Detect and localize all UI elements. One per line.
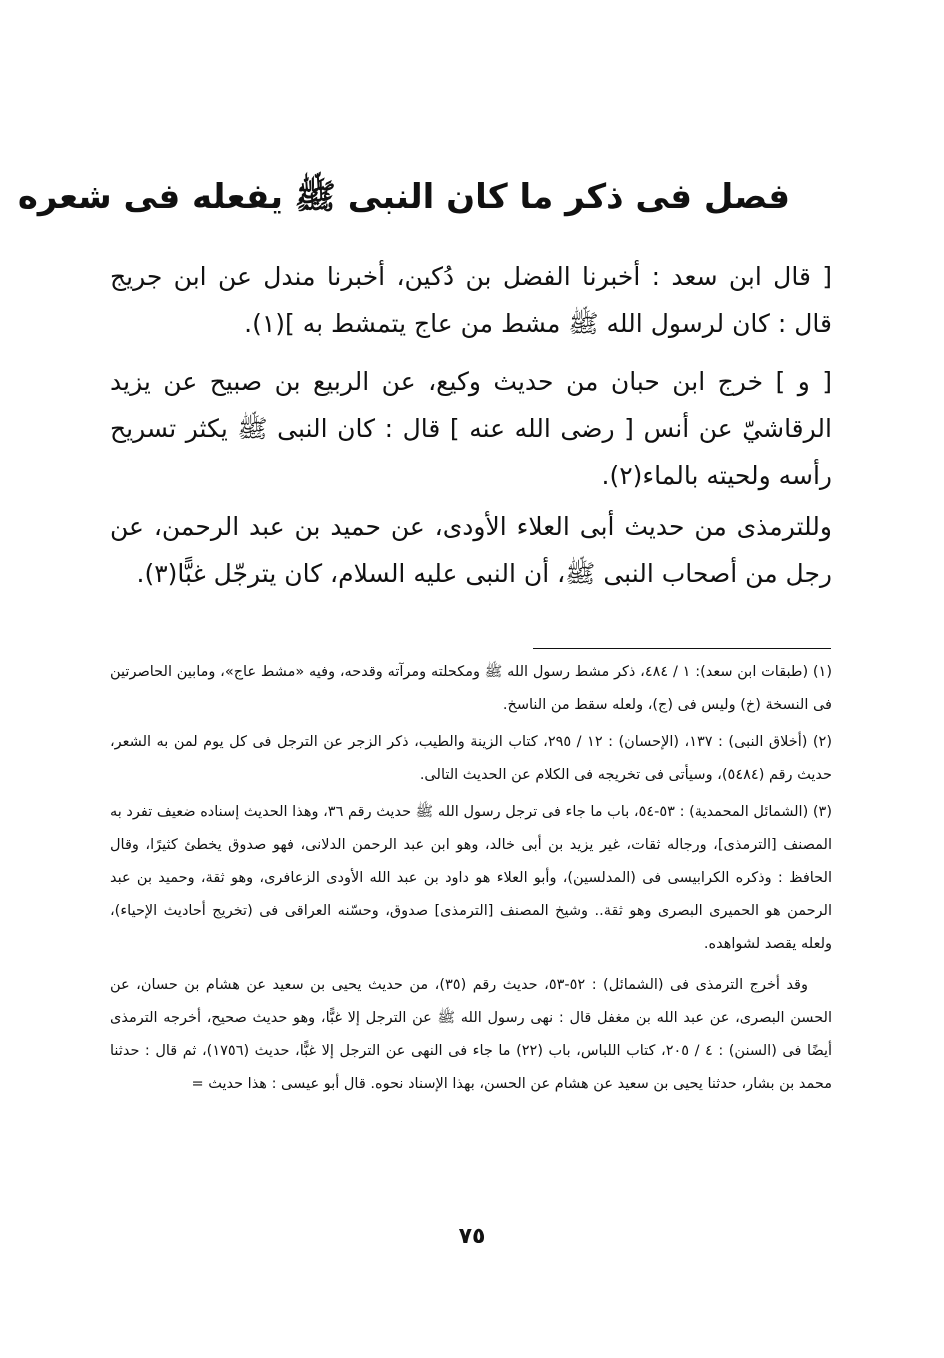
body-paragraph-1: [ قال ابن سعد : أخبرنا الفضل بن دُكين، أخبرنا مندل عن ابن جريج قال : كان لرسول الله ﷺ مشط من عاج يتمشط به ](١). bbox=[110, 262, 832, 338]
footnote-2: (٢) (أخلاق النبى) : ١٣٧، (الإحسان) : ١٢ / ٢٩٥، كتاب الزينة والطيب، ذكر الزجر عن الترجل فى كل يوم لمن به الشعر، حديث رقم (٥٤٨٤)، وسيأتى فى تخريجه فى الكلام عن الحديث التالى. bbox=[110, 734, 832, 783]
footnote-1: (١) (طبقات ابن سعد): ١ / ٤٨٤، ذكر مشط رسول الله ﷺ ومكحلته ومرآته وقدحه، وفيه «مشط عاج»، ومابين الحاصرتين فى النسخة (خ) وليس فى (ج)، ولعله سقط من الناسخ. bbox=[110, 664, 832, 713]
body-paragraph-3: وللترمذى من حديث أبى العلاء الأودى، عن حميد بن عبد الرحمن، عن رجل من أصحاب النبى ﷺ، أن النبى عليه السلام، كان يترجّل غبًّا(٣). bbox=[110, 512, 832, 588]
footnotes bbox=[110, 656, 832, 1105]
section-title: فصل فى ذكر ما كان النبى ﷺ يفعله فى شعره bbox=[17, 177, 790, 217]
body-paragraph-2: [ و ] خرج ابن حبان من حديث وكيع، عن الربيع بن صبيح عن يزيد الرقاشيّ عن أنس [ رضى الله عنه ] قال : كان النبى ﷺ يكثر تسريح رأسه ولحيته بالماء(٢). bbox=[110, 367, 832, 490]
footnote-3: (٣) (الشمائل المحمدية) : ٥٣-٥٤، باب ما جاء فى ترجل رسول الله ﷺ حديث رقم ٣٦، وهذا الحديث إسناده ضعيف تفرد به المصنف [الترمذى]، ورجاله ثقات، غير يزيد بن أبى خالد، وهو ابن عبد الرحمن الدلانى، فهو صدوق يخطئ كثيرًا، وقال الحافظ : وذكره الكرابيسى فى (المدلسين)، وأبو العلاء هو داود بن عبد الله الأودى الزعافرى، وهو ثقة، وحميد بن عبد الرحمن هو الحميرى البصرى وهو ثقة.. وشيخ المصنف [الترمذى] صدوق، وحسّنه العراقى فى (تخريج أحاديث الإحياء)، ولعله يقصد لشواهده. bbox=[110, 804, 832, 952]
page-number: ٧٥ bbox=[458, 1224, 486, 1249]
footnote-continuation: وقد أخرج الترمذى فى (الشمائل) : ٥٢-٥٣، حديث رقم (٣٥)، من حديث يحيى بن سعيد عن هشام بن حسان، عن الحسن البصرى، عن عبد الله بن مغفل قال : نهى رسول الله ﷺ عن الترجل إلا غبًّا، وهو حديث صحيح، أخرجه الترمذى أيضًا فى (السنن) : ٤ / ٢٠٥، كتاب اللباس، باب (٢٢) ما جاء فى النهى عن الترجل إلا غبًّا، حديث (١٧٥٦)، ثم قال : حدثنا محمد بن بشار، حدثنا يحيى بن سعيد عن هشام عن الحسن، بهذا الإسناد نحوه. قال أبو عيسى : هذا حديث = bbox=[110, 977, 833, 1092]
footnote-separator bbox=[533, 648, 831, 649]
